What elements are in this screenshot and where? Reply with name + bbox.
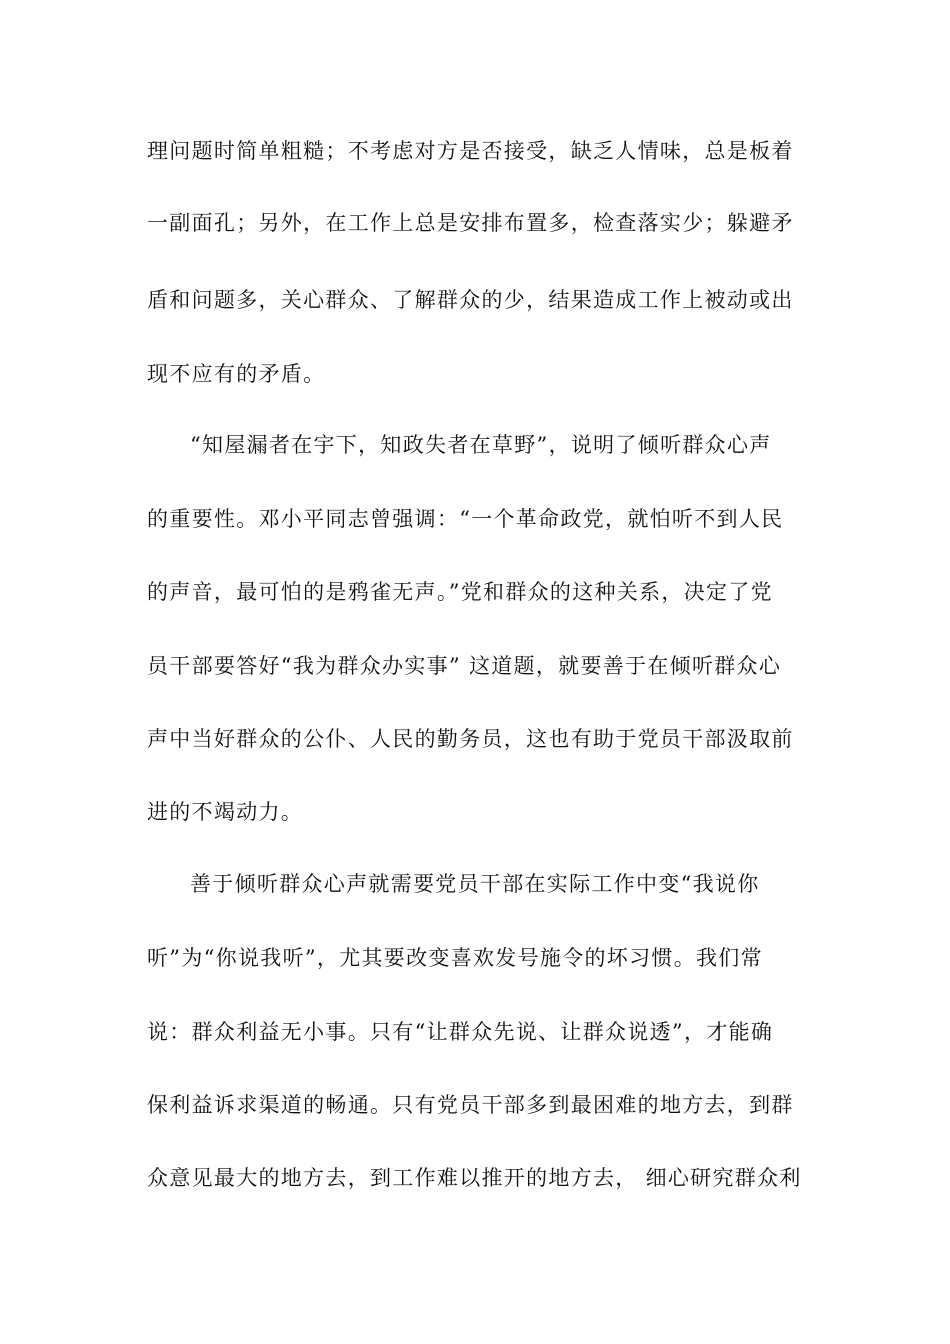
text-line: 盾和问题多，关心群众、了解群众的少，结果造成工作上被动或出 bbox=[147, 288, 794, 312]
text-line: 的重要性。邓小平同志曾强调：“一个革命政党，就怕听不到人民 bbox=[147, 507, 784, 531]
text-line: 的声音，最可怕的是鸦雀无声。”党和群众的这种关系，决定了党 bbox=[147, 580, 773, 604]
text-line: 理问题时简单粗糙；不考虑对方是否接受，缺乏人情味，总是板着 bbox=[147, 139, 794, 163]
text-line: 保利益诉求渠道的畅通。只有党员干部多到最困难的地方去，到群 bbox=[147, 1093, 794, 1117]
text-line: 声中当好群众的公仆、人民的勤务员，这也有助于党员干部汲取前 bbox=[147, 727, 794, 751]
text-line: 现不应有的矛盾。 bbox=[147, 362, 326, 386]
text-line: 众意见最大的地方去，到工作难以推开的地方去， 细心研究群众利 bbox=[147, 1166, 802, 1190]
text-line: 听”为“你说我听”，尤其要改变喜欢发号施令的坏习惯。我们常 bbox=[147, 946, 763, 970]
text-line: 善于倾听群众心声就需要党员干部在实际工作中变“我说你 bbox=[190, 872, 760, 896]
text-line: 员干部要答好“我为群众办实事” 这道题，就要善于在倾听群众心 bbox=[147, 654, 782, 678]
text-line: 进的不竭动力。 bbox=[147, 800, 304, 824]
text-line: “知屋漏者在宇下，知政失者在草野”，说明了倾听群众心声 bbox=[190, 433, 772, 457]
text-line: 一副面孔；另外，在工作上总是安排布置多，检查落实少；躲避矛 bbox=[147, 211, 794, 235]
text-line: 说：群众利益无小事。只有“让群众先说、让群众说透”，才能确 bbox=[147, 1020, 774, 1044]
